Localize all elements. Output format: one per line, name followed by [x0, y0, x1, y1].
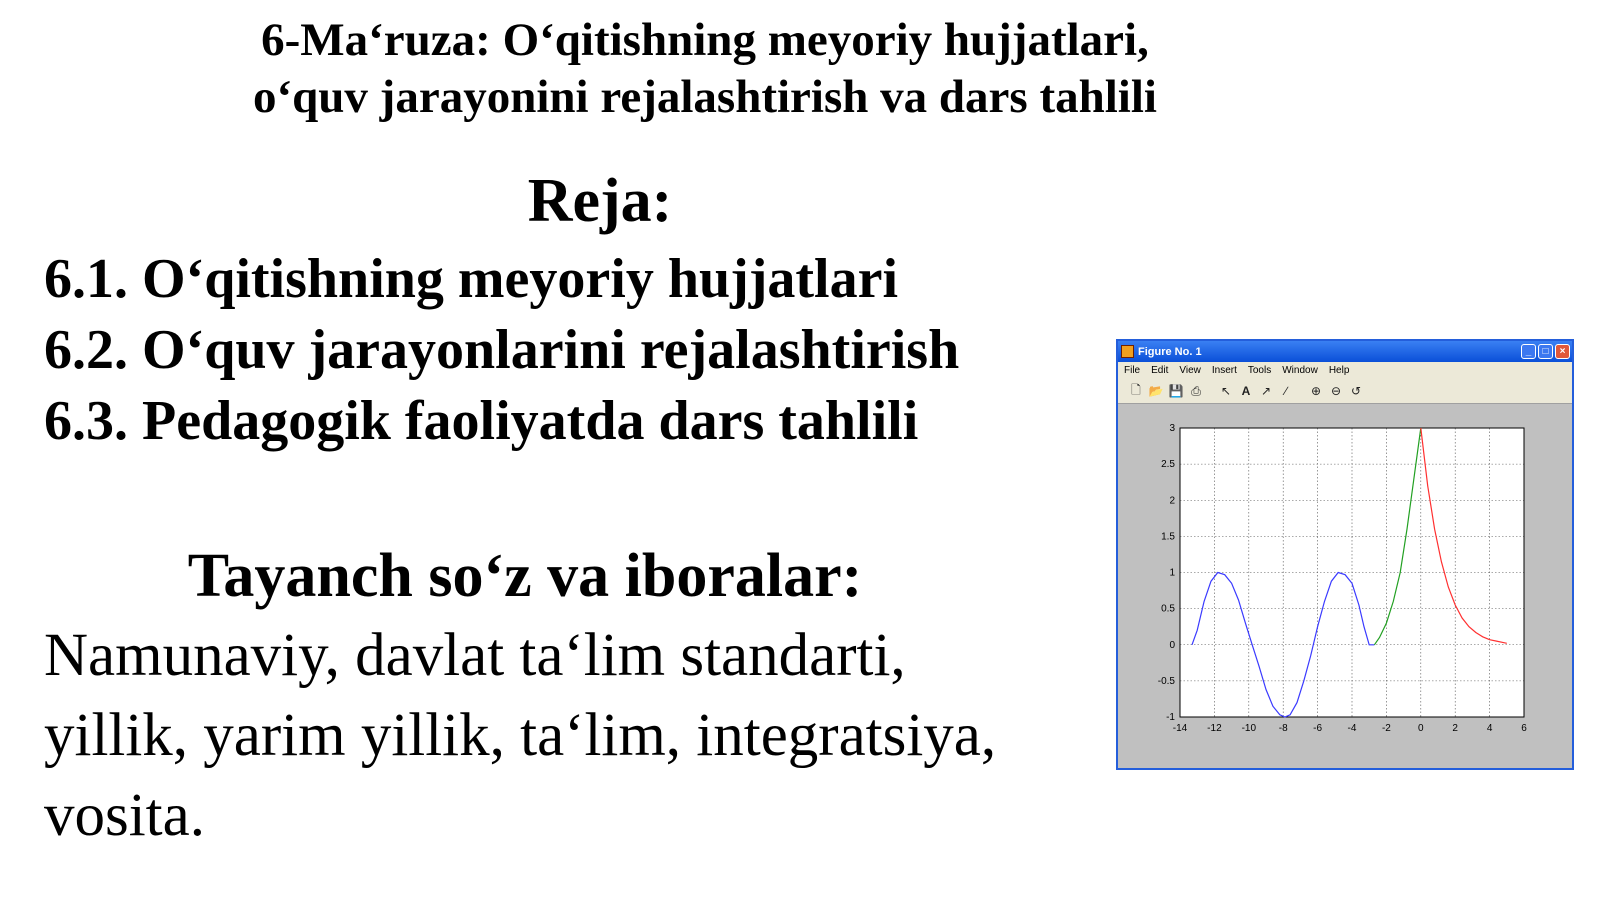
x-tick-label: -12: [1207, 723, 1222, 734]
title-line-2: o‘quv jarayonini rejalashtirish va dars tahlili: [253, 71, 1157, 123]
new-file-icon[interactable]: 🗋: [1131, 382, 1141, 397]
menu-tools[interactable]: Tools: [1247, 365, 1272, 376]
figure-titlebar[interactable]: [1118, 341, 1572, 362]
menu-help[interactable]: Help: [1328, 365, 1350, 376]
y-tick-label: -1: [1166, 712, 1175, 723]
figure-menubar: [1118, 362, 1572, 379]
menu-file[interactable]: File: [1124, 365, 1141, 376]
x-tick-label: -4: [1347, 723, 1357, 734]
title-line-1: 6-Ma‘ruza: O‘qitishning meyoriy hujjatlari,: [261, 14, 1149, 66]
x-tick-label: -8: [1278, 723, 1288, 734]
slide-title: [0, 12, 1410, 126]
y-tick-label: 0.5: [1161, 603, 1175, 615]
keywords-text: Namunaviy, davlat ta‘lim standarti, yillik, yarim yillik, ta‘lim, integratsiya, vosita.: [44, 622, 997, 849]
line-icon[interactable]: ∕: [1284, 384, 1287, 398]
text-icon[interactable]: A: [1241, 384, 1251, 398]
figure-title: Figure No. 1: [1138, 345, 1202, 358]
x-tick-label: -2: [1381, 723, 1391, 734]
zoom-in-icon[interactable]: ⊕: [1310, 384, 1322, 398]
menu-window[interactable]: Window: [1282, 365, 1318, 376]
figure-toolbar: [1118, 379, 1572, 404]
zoom-out-icon[interactable]: ⊖: [1330, 384, 1342, 398]
rotate-icon[interactable]: ↺: [1350, 384, 1362, 398]
minimize-icon[interactable]: _: [1521, 344, 1536, 359]
y-tick-label: -0.5: [1157, 675, 1175, 687]
y-tick-label: 3: [1169, 423, 1175, 434]
y-tick-label: 2: [1169, 495, 1175, 507]
menu-edit[interactable]: Edit: [1151, 365, 1169, 376]
y-tick-label: 0: [1169, 639, 1175, 651]
x-tick-label: 4: [1486, 723, 1493, 734]
plan-heading: Reja:: [527, 167, 673, 235]
plan-item-6-3: 6.3. Pedagogik faoliyatda dars tahlili: [44, 390, 919, 452]
x-tick-label: -6: [1313, 723, 1323, 734]
keywords-heading: Tayanch so‘z va iboralar:: [187, 542, 863, 610]
maximize-icon[interactable]: □: [1538, 344, 1553, 359]
matlab-app-icon: [1121, 345, 1134, 358]
y-tick-label: 2.5: [1161, 459, 1175, 471]
print-icon[interactable]: ⎙: [1191, 383, 1201, 398]
x-tick-label: 2: [1452, 723, 1458, 734]
plot-area: [1118, 405, 1572, 768]
arrow-icon[interactable]: ↗: [1260, 384, 1272, 398]
figure-window: [1116, 339, 1574, 770]
y-tick-label: 1.5: [1161, 531, 1175, 543]
close-icon[interactable]: ×: [1555, 344, 1570, 359]
x-tick-label: -14: [1172, 723, 1188, 734]
save-icon[interactable]: 💾: [1168, 384, 1184, 398]
x-tick-label: 0: [1418, 723, 1424, 734]
open-folder-icon[interactable]: 📂: [1148, 384, 1164, 398]
x-tick-label: -10: [1241, 723, 1257, 734]
line-chart: [1118, 405, 1572, 768]
plan-list: [44, 244, 959, 457]
y-tick-label: 1: [1169, 567, 1175, 579]
plan-item-6-2: 6.2. O‘quv jarayonlarini rejalashtirish: [44, 319, 960, 381]
menu-insert[interactable]: Insert: [1211, 365, 1237, 376]
pointer-icon[interactable]: ↖: [1220, 384, 1232, 398]
plan-item-6-1: 6.1. O‘qitishning meyoriy hujjatlari: [44, 248, 899, 310]
menu-view[interactable]: View: [1179, 365, 1201, 376]
x-tick-label: 6: [1521, 723, 1527, 734]
